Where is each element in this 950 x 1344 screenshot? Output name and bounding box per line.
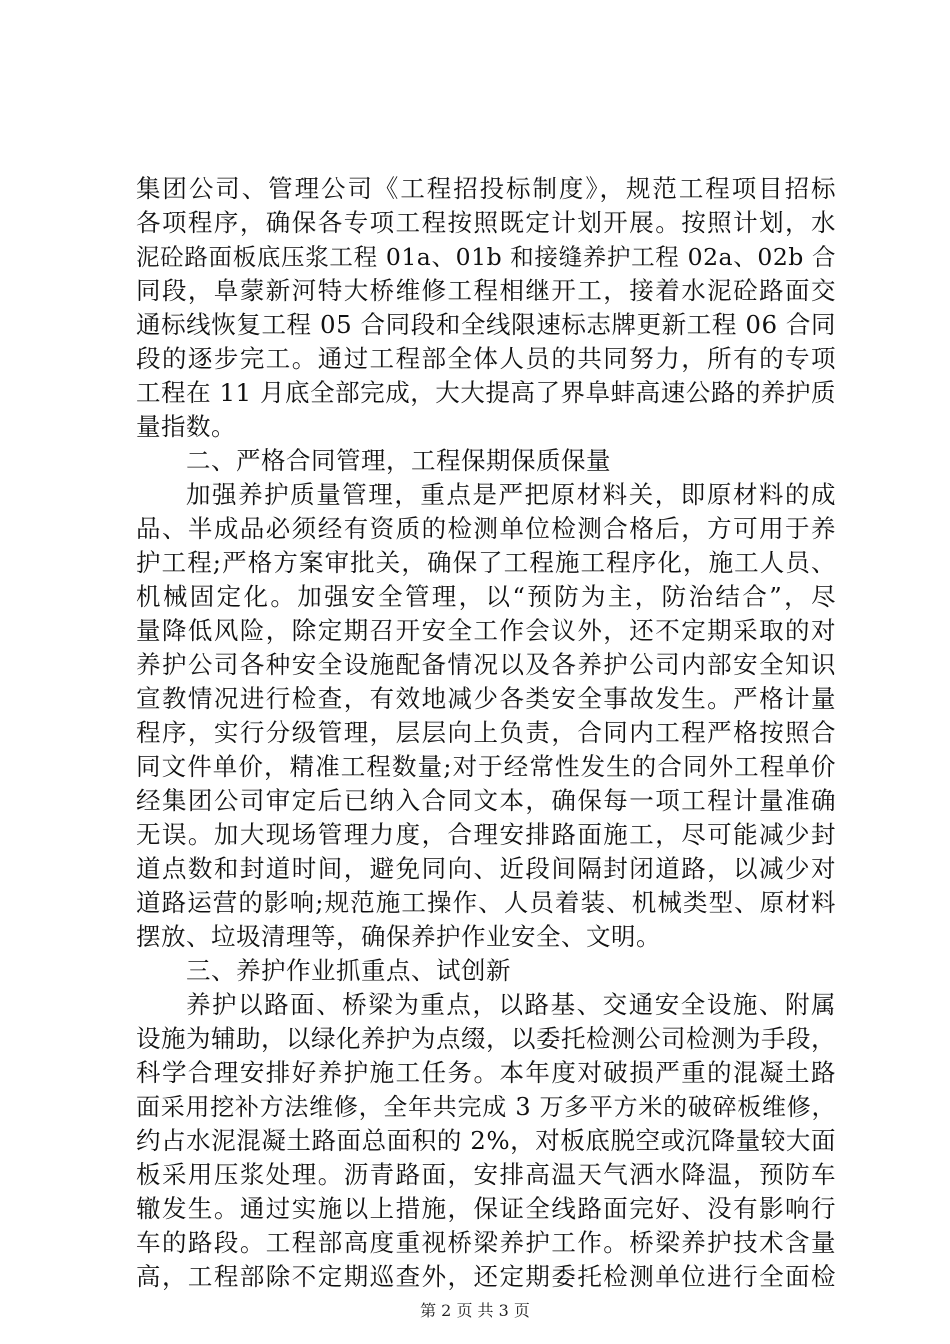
paragraph-line: 经集团公司审定后已纳入合同文本，确保每一项工程计量准确 <box>136 786 836 815</box>
paragraph-line: 加强养护质量管理，重点是严把原材料关，即原材料的成 <box>186 480 836 509</box>
paragraph-line: 面采用挖补方法维修，全年共完成 3 万多平方米的破碎板维修， <box>136 1093 836 1121</box>
paragraph-line: 护工程;严格方案审批关，确保了工程施工程序化，施工人员、 <box>136 548 836 577</box>
paragraph-line: 机械固定化。加强安全管理，以“预防为主，防治结合”，尽 <box>136 582 836 611</box>
paragraph-line: 摆放、垃圾清理等，确保养护作业安全、文明。 <box>136 922 661 951</box>
paragraph-line: 工程在 11 月底全部完成，大大提高了界阜蚌高速公路的养护质 <box>136 378 836 407</box>
paragraph-line: 板采用压浆处理。沥青路面，安排高温天气洒水降温，预防车 <box>136 1160 836 1189</box>
paragraph-line: 设施为辅助，以绿化养护为点缀，以委托检测公司检测为手段， <box>136 1024 836 1053</box>
paragraph-line: 养护以路面、桥梁为重点，以路基、交通安全设施、附属 <box>186 990 836 1019</box>
paragraph-line: 宣教情况进行检查，有效地减少各类安全事故发生。严格计量 <box>136 684 836 713</box>
paragraph-line: 养护公司各种安全设施配备情况以及各养护公司内部安全知识 <box>136 650 836 679</box>
paragraph-line: 高，工程部除不定期巡查外，还定期委托检测单位进行全面检 <box>136 1262 836 1291</box>
paragraph-line: 通标线恢复工程 05 合同段和全线限速标志牌更新工程 06 合同 <box>136 310 836 339</box>
document-body <box>136 172 836 1294</box>
paragraph-line: 各项程序，确保各专项工程按照既定计划开展。按照计划，水 <box>136 208 836 237</box>
paragraph-line: 无误。加大现场管理力度，合理安排路面施工，尽可能减少封 <box>136 820 836 849</box>
paragraph-line: 泥砼路面板底压浆工程 01a、01b 和接缝养护工程 02a、02b 合 <box>136 243 836 271</box>
paragraph-line: 辙发生。通过实施以上措施，保证全线路面完好、没有影响行 <box>136 1194 836 1223</box>
paragraph-line: 约占水泥混凝土路面总面积的 2%，对板底脱空或沉降量较大面 <box>136 1126 836 1155</box>
section-heading: 二、严格合同管理，工程保期保质保量 <box>186 446 611 475</box>
paragraph-line: 同文件单价，精准工程数量;对于经常性发生的合同外工程单价 <box>136 752 836 781</box>
paragraph-line: 道点数和封道时间，避免同向、近段间隔封闭道路，以减少对 <box>136 854 836 883</box>
paragraph-line: 品、半成品必须经有资质的检测单位检测合格后，方可用于养 <box>136 514 836 543</box>
paragraph-line: 车的路段。工程部高度重视桥梁养护工作。桥梁养护技术含量 <box>136 1228 836 1257</box>
paragraph-line: 科学合理安排好养护施工任务。本年度对破损严重的混凝土路 <box>136 1058 836 1087</box>
section-heading: 三、养护作业抓重点、试创新 <box>186 956 511 985</box>
paragraph-line: 道路运营的影响;规范施工操作、人员着装、机械类型、原材料 <box>136 888 836 917</box>
paragraph-line: 段的逐步完工。通过工程部全体人员的共同努力，所有的专项 <box>136 344 836 373</box>
paragraph-line: 同段，阜蒙新河特大桥维修工程相继开工，接着水泥砼路面交 <box>136 276 836 305</box>
paragraph-line: 集团公司、管理公司《工程招投标制度》，规范工程项目招标 <box>136 174 836 203</box>
paragraph-line: 量指数。 <box>136 412 236 441</box>
paragraph-line: 程序，实行分级管理，层层向上负责，合同内工程严格按照合 <box>136 718 836 747</box>
page-footer: 第 2 页 共 3 页 <box>420 1301 530 1320</box>
paragraph-line: 量降低风险，除定期召开安全工作会议外，还不定期采取的对 <box>136 616 836 645</box>
